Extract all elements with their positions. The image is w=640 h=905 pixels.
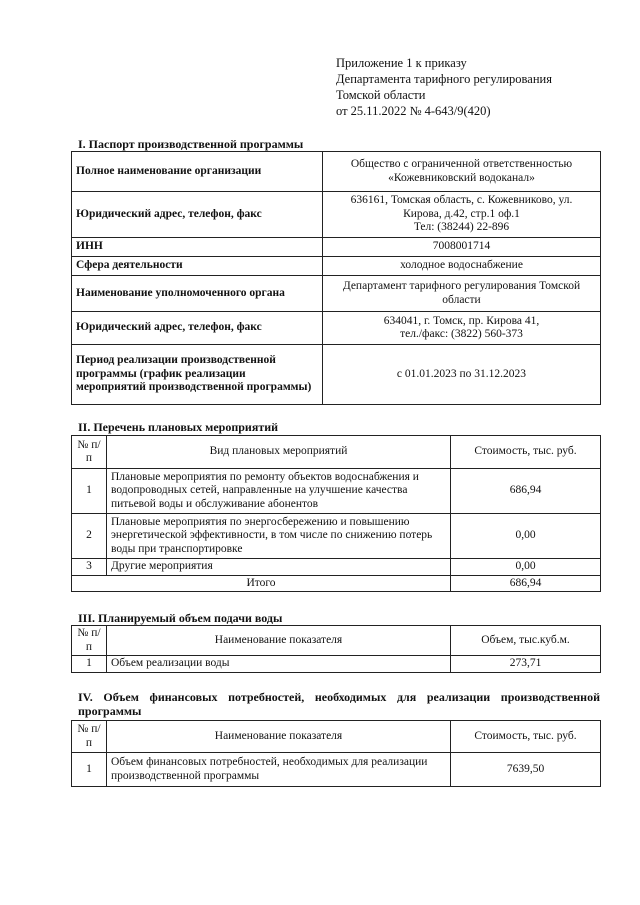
total-label: Итого (72, 575, 451, 592)
table-row (72, 559, 601, 576)
row-num: 2 (72, 514, 107, 559)
row-value (323, 192, 601, 238)
section-2-title: II. Перечень плановых мероприятий (78, 420, 279, 434)
passport-table (71, 151, 601, 405)
table-row (72, 192, 601, 238)
row-cost: 686,94 (451, 469, 601, 514)
row-label: ИНН (72, 238, 323, 257)
row-label: Полное наименование организации (72, 152, 323, 192)
value-line: Кирова, д.42, стр.1 оф.1 (403, 207, 520, 220)
header-name: Вид плановых мероприятий (107, 436, 451, 469)
row-num: 3 (72, 559, 107, 576)
table-row (72, 514, 601, 559)
row-value (323, 312, 601, 345)
row-name: Объем реализации воды (107, 656, 451, 673)
header-value: Объем, тыс.куб.м. (451, 626, 601, 656)
row-value: холодное водоснабжение (323, 257, 601, 276)
table-header-row (72, 626, 601, 656)
table-row (72, 152, 601, 192)
financial-needs-table (71, 720, 601, 787)
row-label: Юридический адрес, телефон, факс (72, 312, 323, 345)
section-4-title: IV. Объем финансовых потребностей, необходимых для реализации производственной программы (78, 690, 600, 718)
section-3-title: III. Планируемый объем подачи воды (78, 611, 283, 625)
row-cost: 0,00 (451, 559, 601, 576)
table-header-row (72, 436, 601, 469)
row-label: Сфера деятельности (72, 257, 323, 276)
value-line: 634041, г. Томск, пр. Кирова 41, (383, 314, 540, 327)
header-name: Наименование показателя (107, 721, 451, 753)
header-line: Томской области (336, 88, 426, 102)
table-row (72, 469, 601, 514)
value-line: Тел: (38244) 22-896 (413, 221, 510, 234)
header-line: Приложение 1 к приказу (336, 56, 467, 70)
header-num: № п/п (72, 626, 107, 656)
table-row (72, 753, 601, 787)
row-cost: 7639,50 (451, 753, 601, 787)
row-label: Период реализации производственной программы (график реализации мероприятий производственной программы) (72, 345, 323, 405)
value-line: 636161, Томская область, с. Кожевниково, ул. (350, 194, 573, 207)
row-num: 1 (72, 656, 107, 673)
table-row (72, 276, 601, 312)
section-1-title: I. Паспорт производственной программы (78, 137, 304, 151)
table-row (72, 312, 601, 345)
row-value: с 01.01.2023 по 31.12.2023 (323, 345, 601, 405)
header-num: № п/п (72, 721, 107, 753)
row-value: Департамент тарифного регулирования Томской области (323, 276, 601, 312)
water-volume-table (71, 625, 601, 673)
row-label: Наименование уполномоченного органа (72, 276, 323, 312)
order-header (336, 55, 552, 119)
row-value: 7008001714 (323, 238, 601, 257)
row-name: Плановые мероприятия по ремонту объектов водоснабжения и водопроводных сетей, направленные на улучшение качества питьевой воды и обслуживание абонентов (107, 469, 451, 514)
row-label: Юридический адрес, телефон, факс (72, 192, 323, 238)
table-row (72, 345, 601, 405)
header-cost: Стоимость, тыс. руб. (451, 436, 601, 469)
table-row (72, 257, 601, 276)
row-num: 1 (72, 753, 107, 787)
activities-table (71, 435, 601, 592)
row-num: 1 (72, 469, 107, 514)
row-cost: 0,00 (451, 514, 601, 559)
table-row (72, 238, 601, 257)
value-line: тел./факс: (3822) 560-373 (400, 328, 523, 340)
row-value: 273,71 (451, 656, 601, 673)
row-name: Плановые мероприятия по энергосбережению и повышению энергетической эффективности, в том числе по снижению потерь воды при транспортировке (107, 514, 451, 559)
table-total-row (72, 575, 601, 592)
header-num: № п/п (72, 436, 107, 469)
row-name: Другие мероприятия (107, 559, 451, 576)
total-value: 686,94 (451, 575, 601, 592)
row-value: Общество с ограниченной ответственностью «Кожевниковский водоканал» (323, 152, 601, 192)
header-name: Наименование показателя (107, 626, 451, 656)
header-cost: Стоимость, тыс. руб. (451, 721, 601, 753)
table-row (72, 656, 601, 673)
table-header-row (72, 721, 601, 753)
header-line: от 25.11.2022 № 4-643/9(420) (336, 104, 491, 118)
row-name: Объем финансовых потребностей, необходимых для реализации производственной программы (107, 753, 451, 787)
header-line: Департамента тарифного регулирования (336, 72, 552, 86)
